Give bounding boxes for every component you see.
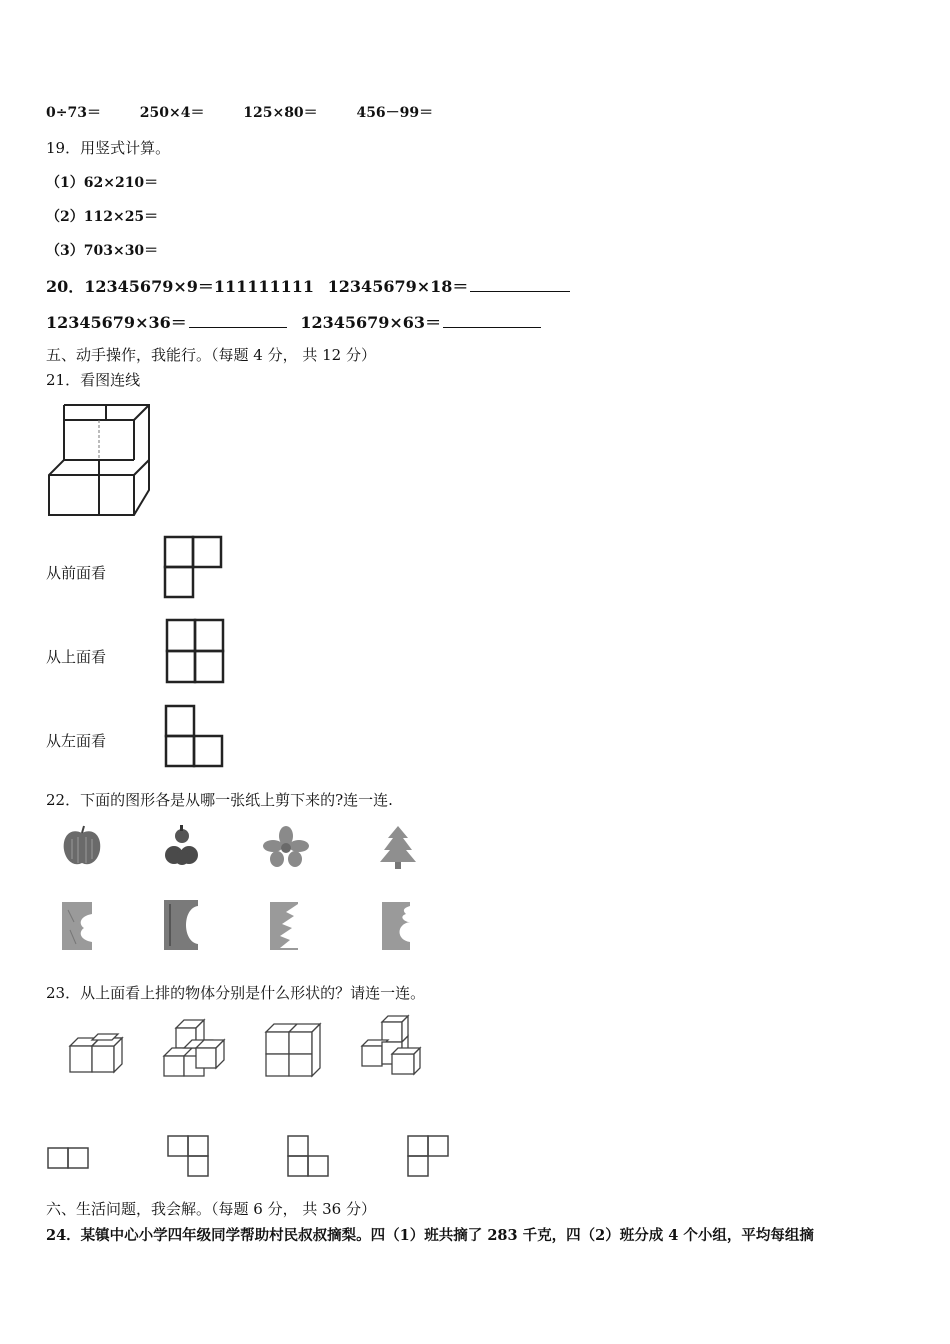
object-3-cube-block[interactable] <box>264 1020 324 1078</box>
view-label-front: 从前面看 <box>46 564 107 582</box>
top-view-option-3[interactable] <box>286 1134 330 1180</box>
front-view-figure[interactable] <box>163 535 225 601</box>
calc-item: 456－99＝ <box>356 105 434 121</box>
q19-item-3: （3）703×30＝ <box>46 243 159 259</box>
top-view-option-1[interactable] <box>46 1146 92 1170</box>
left-view-figure[interactable] <box>164 704 226 770</box>
top-view-figure[interactable] <box>165 618 227 684</box>
view-label-top: 从上面看 <box>46 648 107 666</box>
q20-line-2 <box>46 310 541 333</box>
cut-paper-3-icon[interactable] <box>268 900 302 952</box>
object-2-four-cubes[interactable] <box>162 1018 226 1080</box>
cut-paper-2-icon[interactable] <box>162 898 202 952</box>
section-5-heading: 五、动手操作，我能行。（每题 4 分， 共 12 分） <box>46 346 376 364</box>
q21-cube-figure <box>44 400 159 520</box>
calc-item: 250×4＝ <box>139 105 205 121</box>
answer-blank[interactable] <box>443 313 541 328</box>
cut-paper-1-icon[interactable] <box>60 900 96 952</box>
q24-text: 24．某镇中心小学四年级同学帮助村民叔叔摘梨。四（1）班共摘了 283 千克，四（2）班分成 4 个小组，平均每组摘 <box>46 1227 814 1244</box>
answer-blank[interactable] <box>189 313 287 328</box>
top-view-option-2[interactable] <box>166 1134 210 1178</box>
q20-given: 20．12345679×9＝111111111 <box>46 277 315 296</box>
q20-problem-36: 12345679×36＝ <box>46 313 187 332</box>
q20-problem-63: 12345679×63＝ <box>300 313 442 332</box>
view-label-left: 从左面看 <box>46 732 107 750</box>
object-1-three-cubes[interactable] <box>66 1028 126 1076</box>
q20-problem-18: 12345679×18＝ <box>327 277 469 296</box>
top-view-option-4[interactable] <box>406 1134 452 1180</box>
object-4-stacked-cubes[interactable] <box>358 1012 424 1078</box>
apple-shape-icon[interactable] <box>60 825 105 870</box>
q19-item-2: （2）112×25＝ <box>46 209 159 225</box>
q18-calculation-row <box>46 102 467 122</box>
q19-item-1: （1）62×210＝ <box>46 175 159 191</box>
flower-shape-icon[interactable] <box>263 826 309 868</box>
q20-line-1 <box>46 274 570 297</box>
answer-blank[interactable] <box>470 277 570 292</box>
cut-paper-4-icon[interactable] <box>380 900 414 952</box>
q22-title: 22．下面的图形各是从哪一张纸上剪下来的?连一连. <box>46 791 393 809</box>
gourd-shape-icon[interactable] <box>164 825 200 871</box>
calc-item: 0÷73＝ <box>46 105 101 121</box>
q21-title: 21．看图连线 <box>46 371 141 389</box>
calc-item: 125×80＝ <box>243 105 318 121</box>
q23-title: 23．从上面看上排的物体分别是什么形状的？请连一连。 <box>46 984 426 1002</box>
q19-title: 19．用竖式计算。 <box>46 139 171 157</box>
tree-shape-icon[interactable] <box>378 826 418 870</box>
section-6-heading: 六、生活问题，我会解。（每题 6 分， 共 36 分） <box>46 1200 376 1218</box>
